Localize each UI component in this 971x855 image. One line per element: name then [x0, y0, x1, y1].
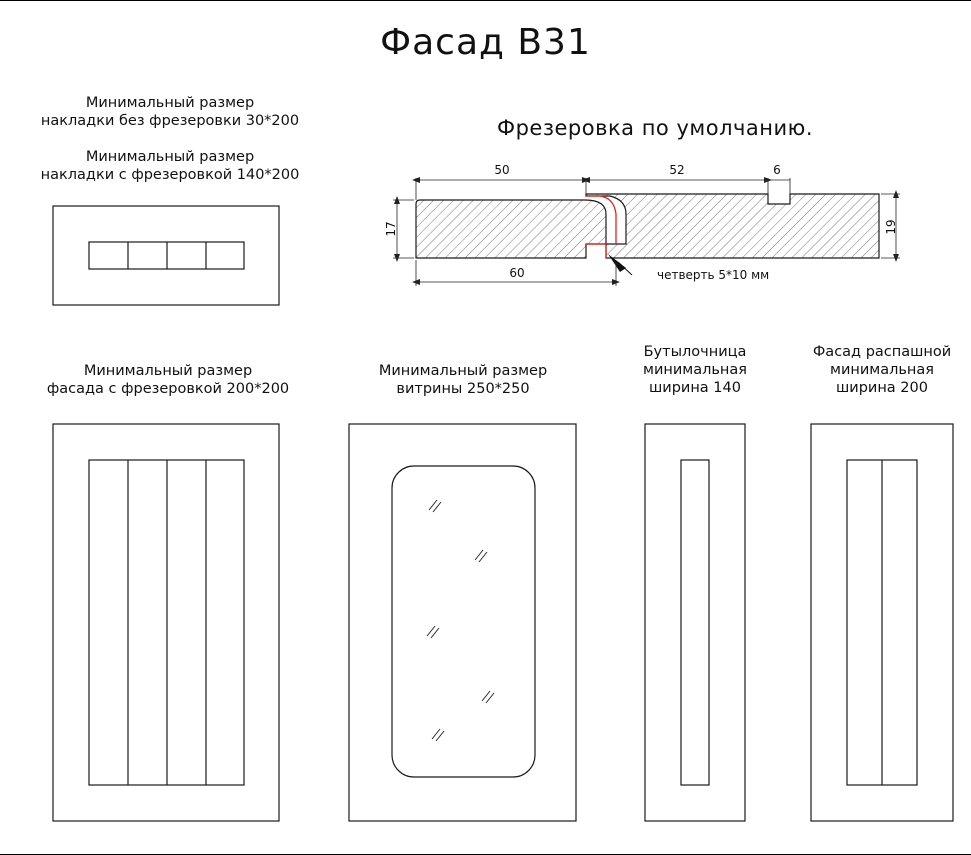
overlay-outline — [53, 206, 279, 305]
glass-glint-icon — [427, 500, 494, 741]
caption-line: Фасад распашной — [812, 344, 952, 360]
panel-outline — [349, 424, 576, 821]
caption-line: витрины 250*250 — [396, 381, 530, 397]
profile-left-part — [416, 200, 606, 258]
rebate-note: четверть 5*10 мм — [657, 268, 770, 282]
dim-label-bottom: 60 — [509, 266, 525, 280]
caption-line: Минимальный размер — [378, 363, 548, 379]
glass-window — [392, 466, 535, 777]
milling-profile — [416, 194, 879, 275]
caption-line: минимальная — [830, 362, 934, 378]
panel-showcase — [349, 424, 576, 821]
dim-label-left: 17 — [384, 221, 398, 237]
panel-milled-facade — [53, 424, 279, 821]
caption-line: Минимальный размер — [85, 149, 255, 165]
overlay-drawing — [53, 206, 279, 305]
caption-line: ширина 140 — [649, 380, 741, 396]
caption-line: накладки без фрезеровки 30*200 — [40, 113, 300, 129]
caption-line: ширина 200 — [836, 380, 928, 396]
panel-outline — [645, 424, 745, 821]
caption-line: минимальная — [643, 362, 747, 378]
dim-label-top-left: 50 — [494, 163, 510, 177]
caption-line: фасада с фрезеровкой 200*200 — [46, 381, 290, 397]
caption-line: накладки с фрезеровкой 140*200 — [40, 167, 300, 183]
profile-right-part — [586, 194, 879, 258]
caption-line: Минимальный размер — [83, 363, 253, 379]
panel-milling-field — [681, 460, 709, 785]
panel-outline — [53, 424, 279, 821]
page-title: Фасад В31 — [380, 22, 591, 63]
dim-label-top-mid: 52 — [669, 163, 685, 177]
panel-hinged-facade — [811, 424, 953, 821]
caption-line: Минимальный размер — [85, 95, 255, 111]
dim-label-right: 19 — [884, 219, 898, 235]
panel-bottle-holder — [645, 424, 745, 821]
milling-heading: Фрезеровка по умолчанию. — [497, 116, 813, 140]
caption-line: Бутылочница — [643, 344, 747, 360]
dim-label-top-right: 6 — [773, 163, 781, 177]
